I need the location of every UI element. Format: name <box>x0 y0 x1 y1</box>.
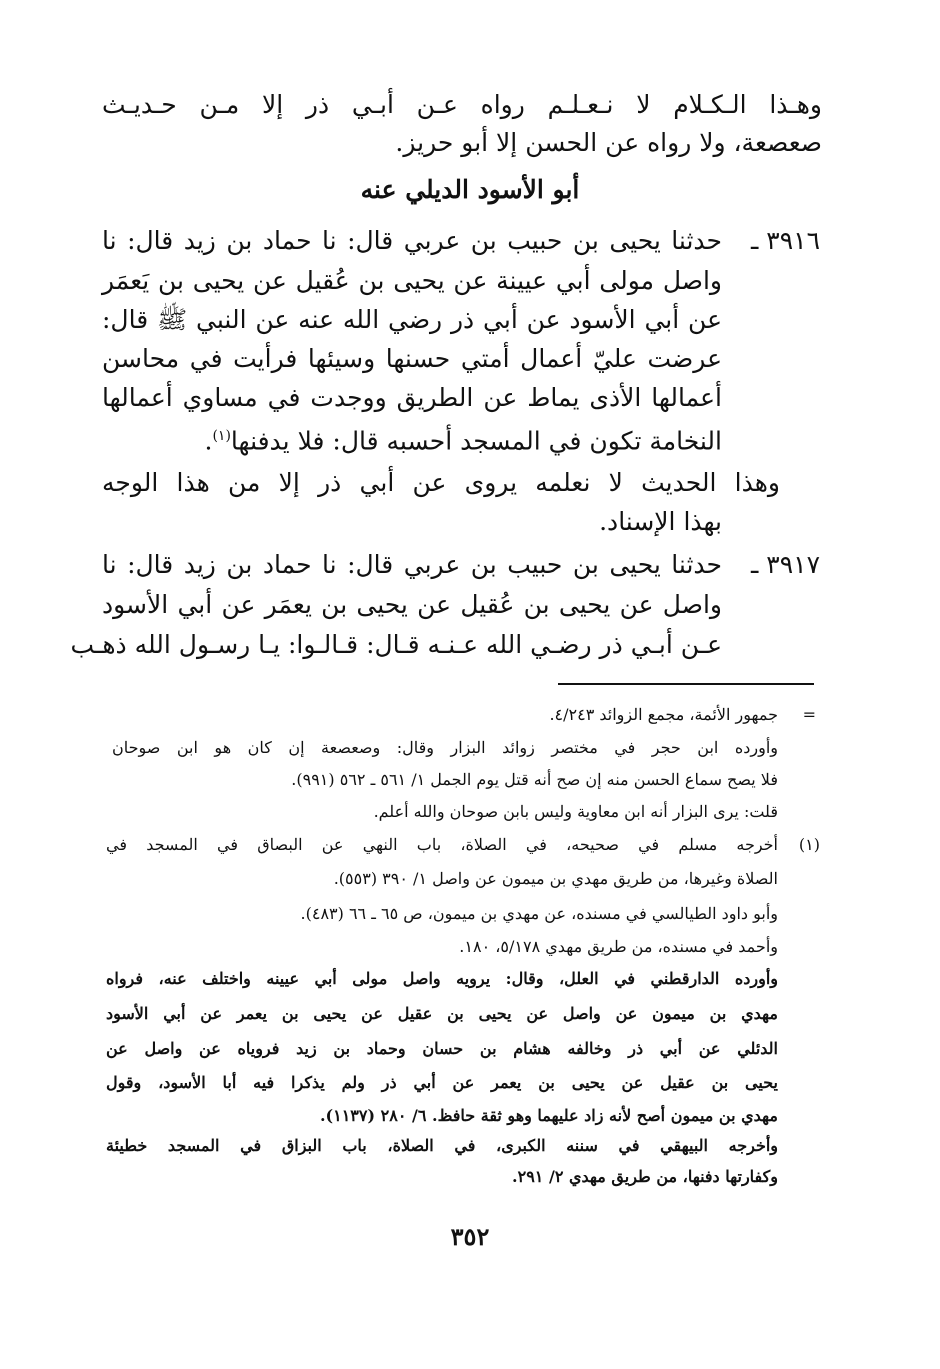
hadith-number: ٣٩١٧ ـ <box>751 550 820 579</box>
footnote-line: فلا يصح سماع الحسن منه إن صح أنه قتل يوم الجمل ١/ ٥٦١ ـ ٥٦٢ (٩٩١). <box>291 770 778 789</box>
hadith-number: ٣٩١٦ ـ <box>751 226 820 255</box>
footnote-line: الدئلي عن أبي ذر وخالفه هشام بن حسان وحماد بن زيد فروياه عن واصل عن <box>106 1039 779 1058</box>
comment-line: وهذا الحديث لا نعلمه يروى عن أبي ذر إلا من هذا الوجه <box>102 468 780 497</box>
hadith-line: حدثنا يحيى بن حبيب بن عربي قال: نا حماد بن زيد قال: نا <box>102 226 722 255</box>
hadith-line: حدثنا يحيى بن حبيب بن عربي قال: نا حماد بن زيد قال: نا <box>102 550 722 579</box>
footnote-line: جمهور الأئمة، مجمع الزوائد ٤/٢٤٣. <box>549 705 778 724</box>
footnote-line: الصلاة وغيرها، من طريق مهدي بن ميمون عن واصل ١/ ٣٩٠ (٥٥٣). <box>333 869 778 888</box>
hadith-line: عن أبي الأسود عن أبي ذر رضي الله عنه عن النبي ﷺ قال: <box>102 305 722 334</box>
footnote-line: يحيى بن عقيل عن يحيى بن يعمر عن أبي ذر ولم يذكرا فيه أبا الأسود، وقول <box>106 1073 778 1092</box>
paragraph-line: صعصعة، ولا رواه عن الحسن إلا أبو حريز. <box>395 128 822 157</box>
footnote-line: وأورده ابن حجر في مختصر زوائد البزار وقال: وصعصعة إن كان هو ابن صوحان <box>112 738 778 757</box>
hadith-ending: . <box>204 426 213 456</box>
hadith-text: النخامة تكون في المسجد أحسبه قال: فلا يدفنها <box>230 426 722 456</box>
footnote-line: وأورده الدارقطني في العلل، وقال: يرويه واصل مولى أبي عيينه واختلف عنه، فرواه <box>106 969 778 988</box>
paragraph-line: وهـذا الـكـلام لا نـعـلـم رواه عـن أبـي ذر إلا مـن حـديـث <box>102 90 822 119</box>
hadith-line-last <box>205 417 723 460</box>
hadith-line: أعمالها الأذى يماط عن الطريق ووجدت في مساوي أعمالها <box>102 383 722 412</box>
page-number: ٣٥٢ <box>450 1222 490 1251</box>
footnote-continuation-marker: = <box>802 705 816 724</box>
footnote-line: مهدي بن ميمون أصح لأنه زاد عليهما وهو ثقة حافظ. ٦/ ٢٨٠ (١١٣٧). <box>319 1106 778 1125</box>
hadith-line: عـن أبـي ذر رضـي الله عـنـه قـال: قـالـوا: يـا رسـول الله ذهـب <box>70 630 722 659</box>
footnote-line: مهدي بن ميمون عن واصل عن يحيى بن عقيل عن يحيى بن يعمر عن أبي الأسود <box>106 1004 778 1023</box>
hadith-line: عرضت عليّ أعمال أمتي حسنها وسيئها فرأيت في محاسن <box>102 344 722 373</box>
footnote-marker: (١) <box>798 835 820 854</box>
footnote-line: وأخرجه البيهقي في سننه الكبرى، في الصلاة، باب البزاق في المسجد خطيئة <box>106 1136 778 1155</box>
footnote-line: قلت: يرى البزار أنه ابن معاوية وليس بابن صوحان والله أعلم. <box>373 802 778 821</box>
section-heading: أبو الأسود الديلي عنه <box>360 175 580 204</box>
hadith-line: واصل مولى أبي عيينة عن يحيى بن عُقيل عن يحيى بن يَعمَر <box>102 266 722 295</box>
footnote-line: وكفارتها دفنها، من طريق مهدي ٢/ ٢٩١. <box>512 1167 778 1186</box>
footnote-reference: (١) <box>212 428 231 444</box>
comment-line: بهذا الإسناد. <box>599 507 722 536</box>
footnote-separator <box>558 683 814 685</box>
footnote-line: وأبو داود الطيالسي في مسنده، عن مهدي بن ميمون، ص ٦٥ ـ ٦٦ (٤٨٣). <box>300 904 778 923</box>
hadith-line: واصل عن يحيى بن عُقيل عن يحيى بن يعمَر عن أبي الأسود <box>102 590 722 619</box>
footnote-line: أخرجه مسلم في صحيحه، في الصلاة، باب النهي عن البصاق في المسجد في <box>106 835 778 854</box>
footnote-line: وأحمد في مسنده، من طريق مهدي ٥/١٧٨، ١٨٠. <box>459 937 778 956</box>
